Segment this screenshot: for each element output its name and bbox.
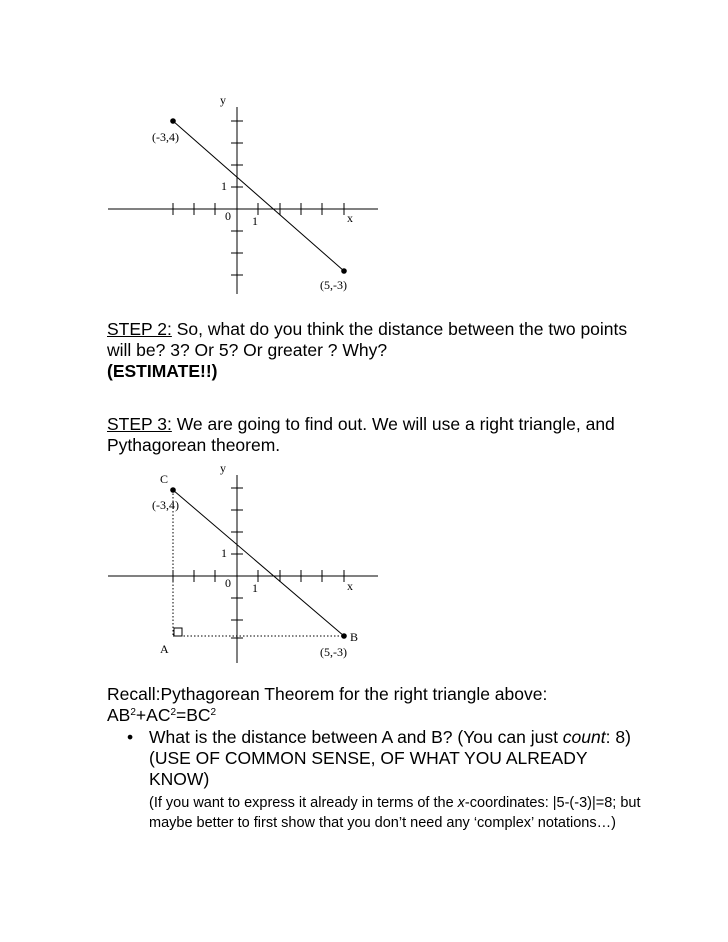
segment: [173, 121, 344, 271]
bullet-part1: What is the distance between A and B? (You can just: [149, 727, 563, 747]
step3-text: We are going to find out. We will use a right triangle, and Pythagorean theorem.: [107, 414, 615, 455]
step2-text: So, what do you think the distance between the two points will be? 3? Or 5? Or greater ? Why?: [107, 319, 628, 360]
point-c-coord: (-3,4): [152, 498, 179, 512]
point-b: [341, 633, 347, 639]
bullet-count: count: [562, 727, 606, 747]
y-axis-label: y: [220, 93, 226, 107]
point-c-label: C: [160, 472, 169, 486]
step3-paragraph: [107, 414, 647, 456]
point-2: [341, 268, 347, 274]
hypotenuse-bc: [173, 490, 344, 636]
step2-emphasis: (ESTIMATE!!): [107, 361, 218, 381]
step2-paragraph: [107, 319, 647, 382]
point-a-label: A: [160, 642, 169, 656]
graph-right-triangle: [0, 455, 728, 670]
x-one-label: 1: [252, 581, 258, 595]
point-c: [170, 487, 176, 493]
recall-line1: Recall:Pythagorean Theorem for the right triangle above:: [107, 684, 548, 704]
origin-label: 0: [225, 209, 231, 223]
bullet-list: [107, 727, 647, 833]
point-b-label: B: [350, 630, 359, 644]
x-axis-label: x: [347, 211, 353, 225]
y-axis-label: y: [220, 461, 226, 475]
point-2-label: (5,-3): [320, 278, 347, 292]
point-1: [170, 118, 176, 124]
origin-label: 0: [225, 576, 231, 590]
bullet-note: (If you want to express it already in terms of the x-coordinates: |5-(-3)|=8; but maybe better to first show that you don’t need any ‘complex’ notations…): [149, 795, 641, 831]
step3-label: STEP 3:: [107, 414, 172, 434]
y-one-label: 1: [221, 546, 227, 560]
recall-paragraph: [107, 684, 647, 726]
x-one-label: 1: [252, 214, 258, 228]
right-angle-marker: [174, 628, 182, 636]
y-one-label: 1: [221, 179, 227, 193]
bullet-icon: •: [127, 727, 134, 747]
point-1-label: (-3,4): [152, 130, 179, 144]
x-axis-label: x: [347, 579, 353, 593]
bullet-part2: : 8) (USE OF COMMON SENSE, OF WHAT YOU ALREADY KNOW): [149, 727, 631, 789]
graph-distance: [0, 85, 728, 300]
step2-label: STEP 2:: [107, 319, 172, 339]
point-b-coord: (5,-3): [320, 645, 347, 659]
recall-formula: $AB^2+AC^2=BC^2$: [107, 705, 217, 725]
list-item: [107, 727, 647, 833]
